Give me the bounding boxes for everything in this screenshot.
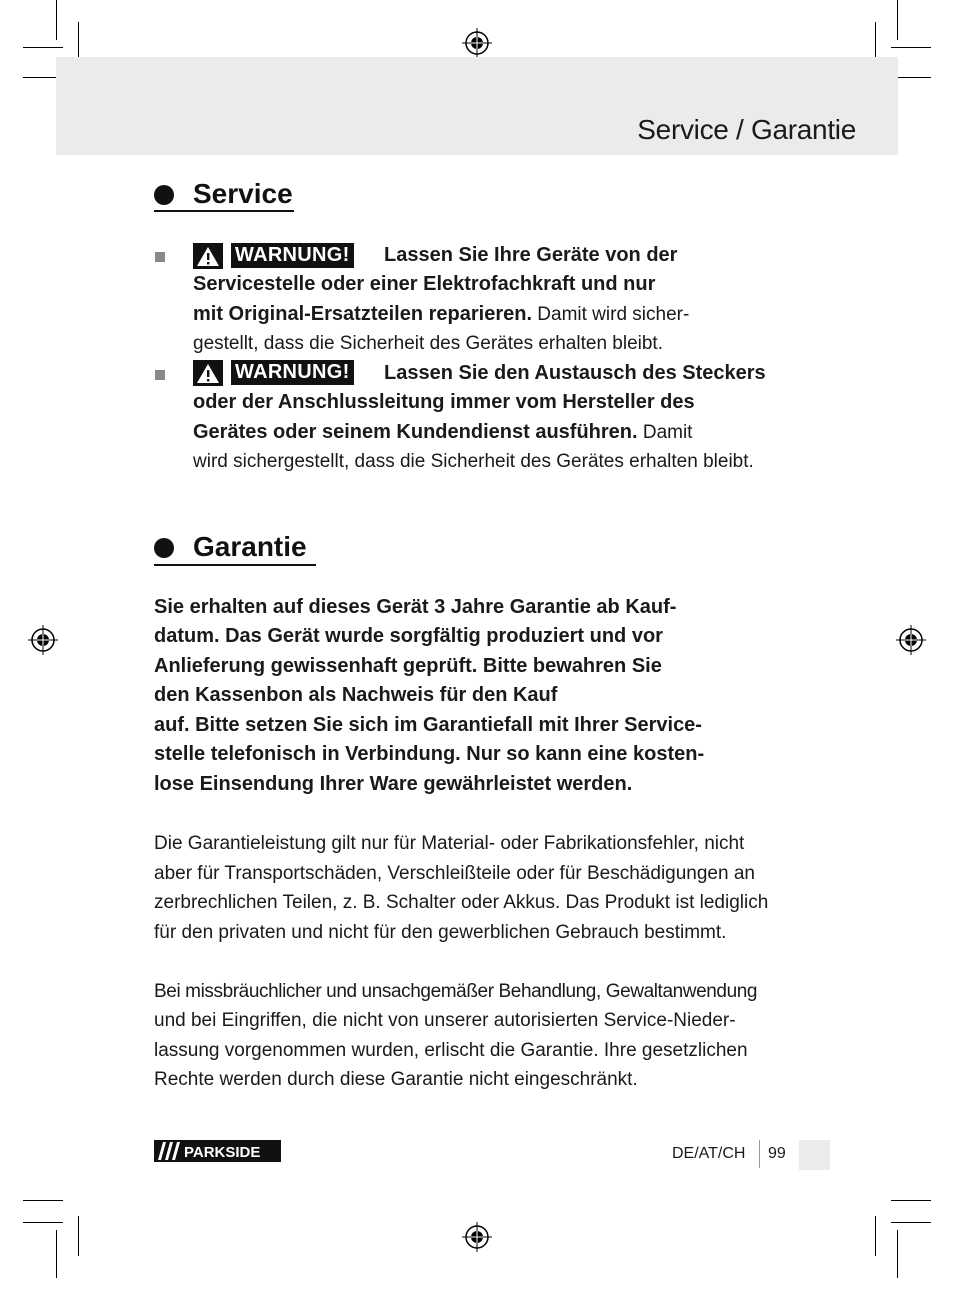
text-line: Anlieferung gewissenhaft geprüft. Bitte bewahren Sie [154, 655, 662, 677]
text-line: stelle telefonisch in Verbindung. Nur so kann eine kosten- [154, 743, 705, 765]
crop-mark [56, 1230, 57, 1278]
warning-triangle-icon [193, 360, 223, 386]
crop-mark [891, 47, 931, 48]
text-line: für den privaten und nicht für den gewerblichen Gebrauch bestimmt. [154, 922, 727, 943]
footer-tab [799, 1140, 830, 1170]
svg-text:PARKSIDE: PARKSIDE [184, 1144, 261, 1161]
page-number: 99 [768, 1145, 786, 1162]
text-line: auf. Bitte setzen Sie sich im Garantiefall mit Ihrer Service- [154, 714, 702, 736]
text-line: Bei missbräuchlicher und unsachgemäßer Behandlung, Gewaltanwendung [154, 981, 758, 1002]
crop-mark [56, 0, 57, 40]
circle-bullet-icon [154, 538, 174, 558]
warning-label: WARNUNG! [231, 243, 354, 268]
crop-mark [891, 1200, 931, 1201]
section-underline [154, 210, 294, 212]
section-underline [154, 564, 316, 566]
text-line: wird sichergestellt, dass die Sicherheit des Gerätes erhalten bleibt. [193, 451, 754, 472]
registration-mark-icon [462, 28, 492, 58]
text-line: Lassen Sie den Austausch des Steckers [384, 362, 766, 384]
section-title: Service [193, 178, 293, 209]
text-line: Die Garantieleistung gilt nur für Material- oder Fabrikationsfehler, nicht [154, 833, 745, 854]
page-title: Service / Garantie [637, 114, 856, 145]
registration-mark-icon [896, 625, 926, 655]
text-line: Gerätes oder seinem Kundendienst ausführen. Damit [193, 421, 693, 443]
crop-mark [875, 1216, 876, 1256]
crop-mark [891, 1222, 931, 1223]
footer-divider [759, 1140, 760, 1168]
crop-mark [23, 1222, 63, 1223]
crop-mark [897, 1230, 898, 1278]
parkside-logo [154, 1140, 281, 1162]
registration-mark-icon [462, 1222, 492, 1252]
crop-mark [78, 22, 79, 62]
text-line: den Kassenbon als Nachweis für den Kauf [154, 684, 558, 706]
text-line: gestellt, dass die Sicherheit des Gerätes erhalten bleibt. [193, 333, 663, 354]
square-bullet-icon [155, 252, 165, 262]
circle-bullet-icon [154, 185, 174, 205]
square-bullet-icon [155, 370, 165, 380]
text-line: datum. Das Gerät wurde sorgfältig produziert und vor [154, 625, 663, 647]
crop-mark [78, 1216, 79, 1256]
text-line: lose Einsendung Ihrer Ware gewährleistet werden. [154, 773, 633, 795]
text-line: aber für Transportschäden, Verschleißteile oder für Beschädigungen an [154, 863, 755, 884]
crop-mark [875, 22, 876, 62]
text-line: Servicestelle oder einer Elektrofachkraft und nur [193, 273, 656, 295]
text-line: und bei Eingriffen, die nicht von unserer autorisierten Service-Nieder- [154, 1010, 736, 1031]
text-line: oder der Anschlussleitung immer vom Hersteller des [193, 391, 695, 413]
text-line: mit Original-Ersatzteilen reparieren. Damit wird sicher- [193, 303, 690, 325]
crop-mark [897, 0, 898, 40]
warning-triangle-icon [193, 243, 223, 269]
text-line: Rechte werden durch diese Garantie nicht eingeschränkt. [154, 1069, 638, 1090]
text-line: lassung vorgenommen wurden, erlischt die Garantie. Ihre gesetzlichen [154, 1040, 748, 1061]
text-line: Sie erhalten auf dieses Gerät 3 Jahre Garantie ab Kauf- [154, 596, 677, 618]
crop-mark [23, 1200, 63, 1201]
text-line: zerbrechlichen Teilen, z. B. Schalter oder Akkus. Das Produkt ist lediglich [154, 892, 769, 913]
text-line: Lassen Sie Ihre Geräte von der [384, 244, 678, 266]
section-title: Garantie [193, 531, 307, 562]
crop-mark [23, 47, 63, 48]
footer-region: DE/AT/CH [672, 1145, 746, 1162]
registration-mark-icon [28, 625, 58, 655]
warning-label: WARNUNG! [231, 360, 354, 385]
